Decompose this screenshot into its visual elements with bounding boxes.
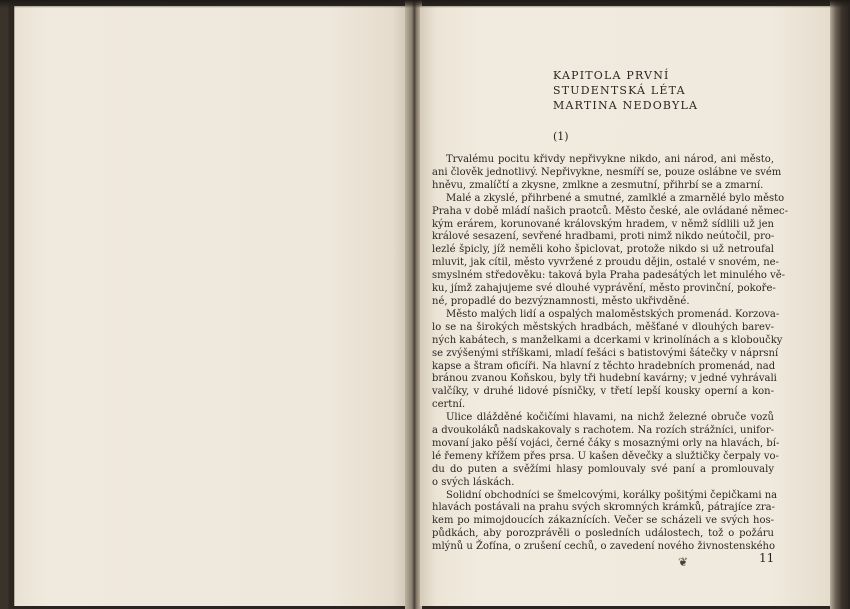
text-line: se zvýšenými stříškami, mladí fešáci s batistovými šátečky v náprsní [432,347,779,359]
text-line: mluvit, jak cítil, město vyvržené z proudu dějin, ostalé v snovém, ne- [432,257,779,269]
heading-line: STUDENTSKÁ LÉTA [553,84,686,97]
text-line: smyslném středověku: taková byla Praha padesátých let minulého vě- [432,270,786,282]
text-line: valčíky, v druhé lidové písničky, v třetí lepší kousky operní a kon- [432,386,774,398]
text-line: hlavách postávali na prahu svých skromných krámků, pátrajíce zra- [432,502,776,514]
text-line: Praha v době mládí našich praotců. Město české, ale ovládané němec- [432,205,788,217]
text-line: Ulice dlážděné kočičími hlavami, na nichž železné obruče vozů [446,412,774,424]
text-line: movaní jako pěší vojáci, černé čáky s mosaznými orly na hlavách, bí- [432,437,780,449]
top-shadow [0,0,850,8]
text-line: bránou zvanou Koňskou, byly tři hudební kavárny; v jedné vyhrávali [432,373,777,385]
page-edge-shadow [830,0,850,609]
body-paragraph [432,192,788,309]
body-paragraph [432,412,780,489]
left-page [14,6,408,606]
text-line: půdkách, aby porozprávěli o posledních událostech, tož o požáru [432,528,774,540]
text-line: kapse a štram oficíři. Na hlavní z těchto hradebních promenád, nad [432,360,776,372]
text-line: Trvalému pocitu křivdy nepřivykne nikdo, ani národ, ani město, [446,154,774,165]
body-paragraph [432,154,782,193]
heading-line: MARTINA NEDOBYLA [553,99,699,112]
text-line: kým erárem, korunované královským hradem, v němž sídlili už jen [432,218,774,230]
text-line: o svých láskách. [432,476,515,488]
text-line: du do puten a svěžími hlasy pomlouvaly své paní a promlouvaly [432,463,774,475]
text-line: hněvu, zmalíčtí a zkysne, zmlkne a zesmutní, přihrbí se a zmarní. [432,179,764,191]
page-number: 11 [759,551,775,565]
text-line: lezlé špicly, jíž neměli koho špiclovat, protože nikdo si už netroufal [432,244,774,256]
heading-line: KAPITOLA PRVNÍ [553,69,670,82]
chapter-body-text [432,154,788,554]
page-ornament: ❦ [678,555,689,569]
body-paragraph [432,308,783,412]
text-line: Město malých lidí a ospalých maloměstských promenád. Korzova- [446,308,780,320]
section-number: (1) [553,130,569,143]
text-line: certní. [432,399,466,411]
text-line: mlýnů u Žofína, o zrušení cechů, o zavedení nového živnostenského [432,541,776,553]
text-line: králové sesazení, sevřené hradbami, proti nimž nikdo neútočil, pro- [432,231,775,243]
text-line: a dvoukoláků nadskakovaly s rachotem. Na rozích strážníci, unifor- [432,425,774,437]
chapter-heading [553,68,698,113]
text-line: lé řemeny křížem přes prsa. U kašen děvečky a služtičky čerpaly vo- [432,450,779,462]
text-line: ku, jímž zahajujeme své dlouhé vyprávění, město provinční, pokoře- [432,283,776,295]
text-line: né, propadlé do bezvýznamnosti, město ukřivděné. [432,295,690,307]
text-line: lo se na širokých městských hradbách, měšťané v dlouhých barev- [432,321,774,333]
text-line: Malé a zkyslé, přihrbené a smutné, zamlklé a zmarnělé bylo město [446,192,785,204]
text-line: ných kabátech, s manželkami a dcerkami v krinolínách a s kloboučky [432,334,783,346]
text-line: Solidní obchodníci se šmelcovými, korálky pošitými čepičkami na [446,489,778,501]
text-line: ani člověk jednotlivý. Nepřivykne, nesmíří se, pouze oslábne ve svém [432,166,782,178]
body-paragraph [432,489,778,555]
text-line: kem po mimojdoucích zákaznících. Večer se scházeli ve svých hos- [432,515,774,527]
